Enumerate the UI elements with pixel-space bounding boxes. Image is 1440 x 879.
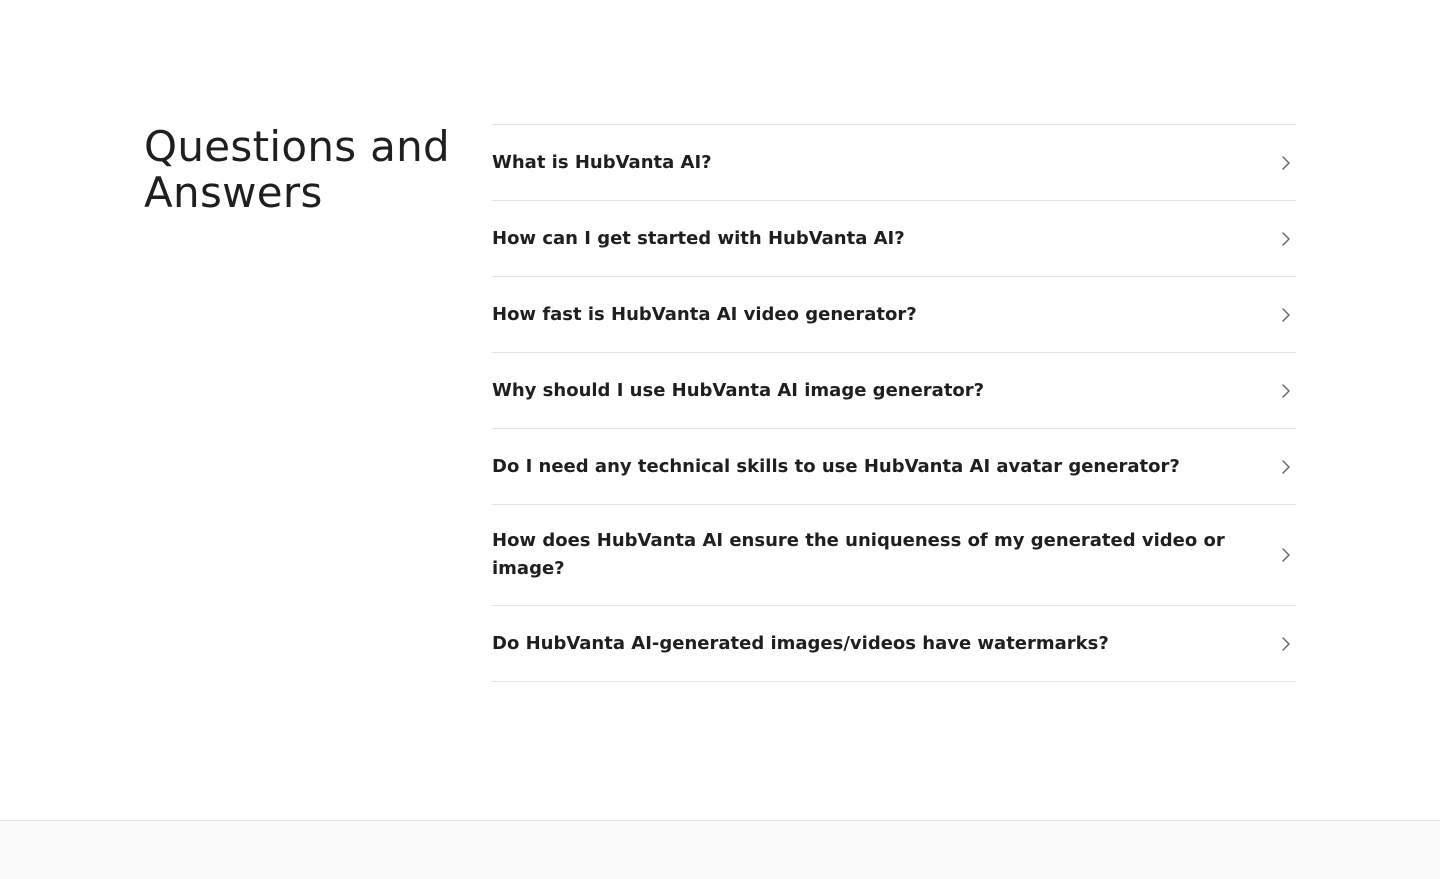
faq-item-3[interactable] — [492, 277, 1296, 353]
chevron-right-icon — [1276, 381, 1296, 401]
chevron-right-icon — [1276, 153, 1296, 173]
faq-item-5[interactable] — [492, 429, 1296, 505]
faq-heading: Questions and Answers — [144, 122, 451, 217]
faq-question: Do HubVanta AI-generated images/videos have watermarks? — [492, 632, 1109, 654]
faq-list — [492, 124, 1296, 682]
chevron-right-icon — [1276, 229, 1296, 249]
chevron-right-icon — [1276, 545, 1296, 565]
faq-section — [144, 124, 1296, 682]
faq-item-2[interactable] — [492, 201, 1296, 277]
footer-band — [0, 820, 1440, 879]
faq-item-6[interactable] — [492, 505, 1296, 606]
chevron-right-icon — [1276, 634, 1296, 654]
chevron-right-icon — [1276, 457, 1296, 477]
faq-question: How fast is HubVanta AI video generator? — [492, 303, 917, 325]
chevron-right-icon — [1276, 305, 1296, 325]
faq-question: How can I get started with HubVanta AI? — [492, 227, 905, 249]
faq-question: What is HubVanta AI? — [492, 151, 712, 173]
faq-item-7[interactable] — [492, 606, 1296, 682]
faq-question: Why should I use HubVanta AI image generator? — [492, 379, 985, 401]
faq-question: Do I need any technical skills to use HubVanta AI avatar generator? — [492, 455, 1180, 477]
faq-question: How does HubVanta AI ensure the uniqueness of my generated video or image? — [492, 530, 1225, 579]
faq-item-1[interactable] — [492, 125, 1296, 201]
faq-item-4[interactable] — [492, 353, 1296, 429]
